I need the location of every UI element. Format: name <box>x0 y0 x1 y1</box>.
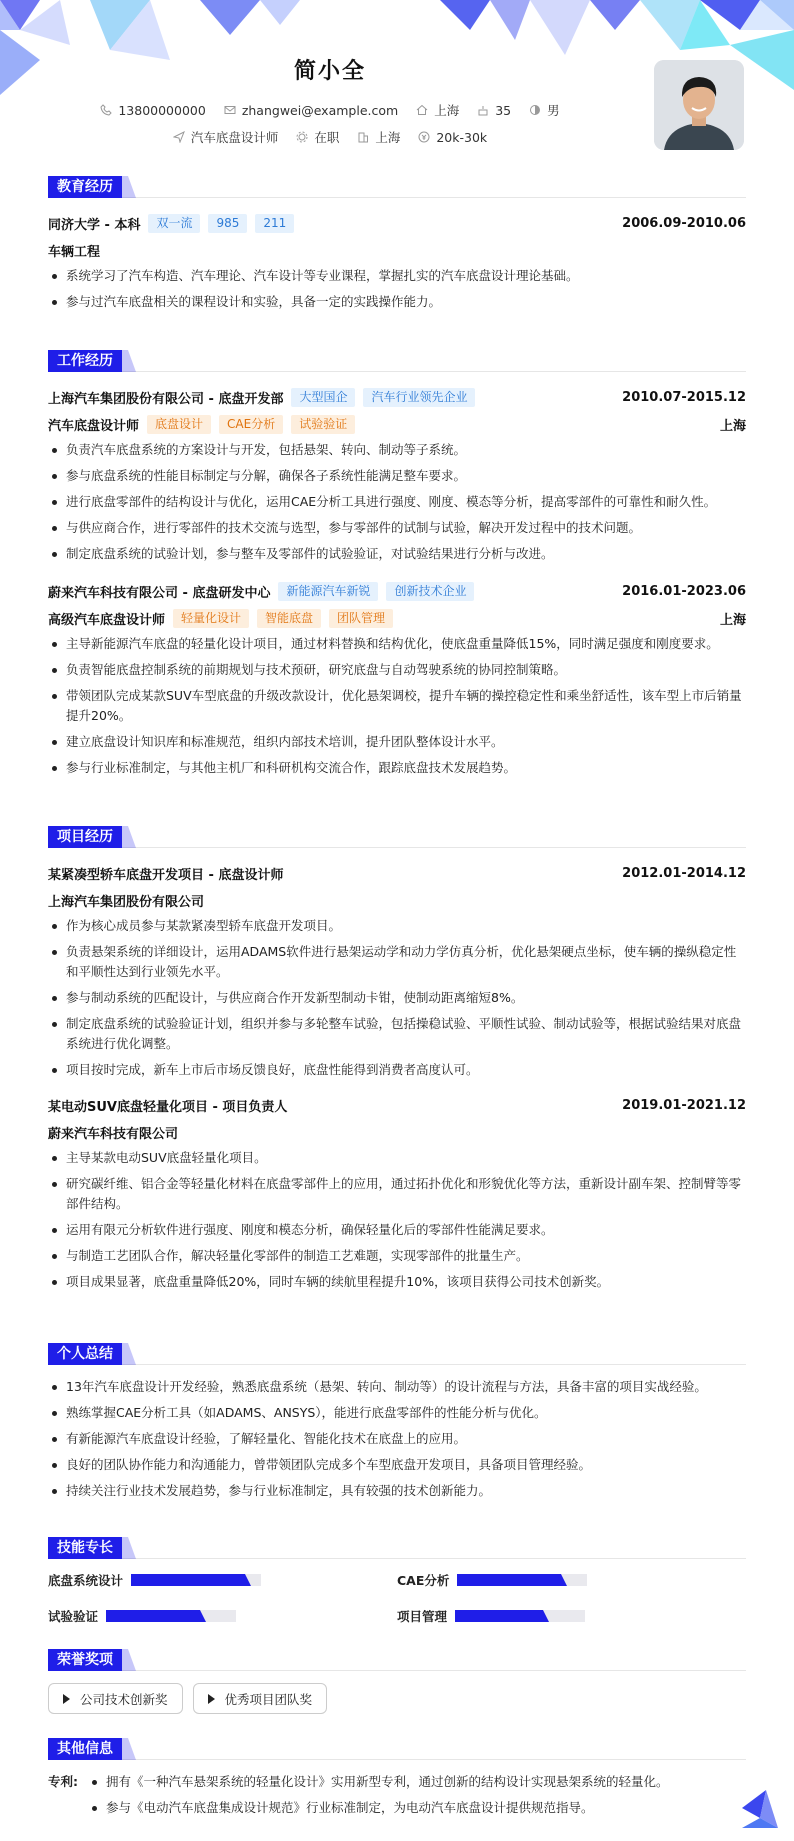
work-bullets <box>48 440 746 564</box>
work-company-row <box>48 384 746 411</box>
phone-icon <box>100 104 112 116</box>
skills-grid <box>48 1571 746 1625</box>
work-location: 上海 <box>719 613 746 628</box>
education-section <box>48 176 746 318</box>
status-text: 在职 <box>314 130 340 145</box>
skill-fill <box>131 1574 245 1586</box>
list-item: 制定底盘系统的试验验证计划，组织并参与多轮整车试验，包括操稳试验、平顺性试验、制动试验等，根据试验结果对底盘系统进行优化调整。 <box>48 1014 746 1054</box>
list-item: 负责智能底盘控制系统的前期规划与技术预研，研究底盘与自动驾驶系统的协同控制策略。 <box>48 660 746 680</box>
list-item: 项目成果显著，底盘重量降低20%，同时车辆的续航里程提升10%，该项目获得公司技术创新奖。 <box>48 1272 746 1292</box>
patent-label: 专利: <box>48 1774 78 1789</box>
work-date: 2016.01-2023.06 <box>622 584 746 599</box>
major: 车辆工程 <box>48 245 101 260</box>
age-info <box>477 103 511 118</box>
gender-icon <box>529 104 541 116</box>
school-tag: 双一流 <box>148 214 200 233</box>
skill-tag: 智能底盘 <box>257 609 321 628</box>
work-company-row <box>48 578 746 605</box>
skill-fill <box>106 1610 200 1622</box>
work-title-row <box>48 605 746 632</box>
avatar <box>654 60 744 150</box>
awards-header <box>48 1649 746 1671</box>
list-item: 良好的团队协作能力和沟通能力，曾带领团队完成多个车型底盘开发项目，具备项目管理经验。 <box>48 1455 746 1475</box>
cake-icon <box>477 104 489 116</box>
skills-title: 技能专长 <box>48 1537 122 1559</box>
city-info <box>416 101 459 119</box>
company-name: 上海汽车集团股份有限公司 - 底盘开发部 <box>48 392 284 407</box>
list-item: 参与过汽车底盘相关的课程设计和实验，具备一定的实践操作能力。 <box>48 292 746 312</box>
patent-block <box>48 1772 746 1824</box>
project-org-row <box>48 887 746 914</box>
patent-list <box>88 1772 669 1824</box>
project-bullets <box>48 1148 746 1292</box>
resume-header <box>0 0 794 170</box>
major-row <box>48 237 746 264</box>
school-tag: 211 <box>255 214 294 233</box>
other-header <box>48 1738 746 1760</box>
list-item: 作为核心成员参与某款紧凑型轿车底盘开发项目。 <box>48 916 746 936</box>
company-tag: 创新技术企业 <box>386 582 474 601</box>
list-item: 制定底盘系统的试验计划，参与整车及零部件的试验验证，对试验结果进行分析与改进。 <box>48 544 746 564</box>
award-chip <box>48 1683 183 1714</box>
corner-logo-icon <box>740 1788 780 1832</box>
job-title: 高级汽车底盘设计师 <box>48 613 166 628</box>
skill-fill <box>457 1574 561 1586</box>
company-name: 蔚来汽车科技有限公司 - 底盘研发中心 <box>48 586 271 601</box>
work-date: 2010.07-2015.12 <box>622 390 746 405</box>
skill-tag: 试验验证 <box>291 415 355 434</box>
skill-bar <box>457 1574 587 1586</box>
work-bullets <box>48 634 746 778</box>
job-title: 汽车底盘设计师 <box>48 419 140 434</box>
skill-item <box>397 1607 746 1625</box>
list-item: 项目按时完成，新车上市后市场反馈良好，底盘性能得到消费者高度认可。 <box>48 1060 746 1080</box>
age-text: 35 <box>495 102 512 118</box>
other-title: 其他信息 <box>48 1738 122 1760</box>
skill-item <box>48 1571 397 1589</box>
project-org-row <box>48 1119 746 1146</box>
list-item: 有新能源汽车底盘设计经验，了解轻量化、智能化技术在底盘上的应用。 <box>48 1429 746 1449</box>
contact-row <box>0 101 660 119</box>
status-info <box>296 128 339 146</box>
project-date: 2019.01-2021.12 <box>622 1098 746 1113</box>
skill-bar <box>106 1610 236 1622</box>
work-location: 上海 <box>719 419 746 434</box>
list-item: 研究碳纤维、铝合金等轻量化材料在底盘零部件上的应用，通过拓扑优化和形貌优化等方法，重新设计副车架、控制臂等零部件结构。 <box>48 1174 746 1214</box>
list-item: 参与底盘系统的性能目标制定与分解，确保各子系统性能满足整车要求。 <box>48 466 746 486</box>
awards-title: 荣誉奖项 <box>48 1649 122 1671</box>
summary-bullets <box>48 1377 746 1501</box>
work-header <box>48 350 746 372</box>
project-name: 某电动SUV底盘轻量化项目 - 项目负责人 <box>48 1100 288 1115</box>
send-icon <box>173 131 185 143</box>
gender-text: 男 <box>547 103 560 118</box>
skill-tag: CAE分析 <box>219 415 283 434</box>
position-text: 汽车底盘设计师 <box>190 130 279 145</box>
project-row <box>48 860 746 887</box>
list-item: 参与制动系统的匹配设计，与供应商合作开发新型制动卡钳，使制动距离缩短8%。 <box>48 988 746 1008</box>
list-item: 与供应商合作，进行零部件的技术交流与选型，参与零部件的试制与试验，解决开发过程中的技术问题。 <box>48 518 746 538</box>
profile-photo <box>654 60 744 150</box>
school-tag: 985 <box>208 214 247 233</box>
candidate-name: 简小全 <box>293 59 366 84</box>
email-info <box>224 103 398 118</box>
list-item: 系统学习了汽车构造、汽车理论、汽车设计等专业课程，掌握扎实的汽车底盘设计理论基础。 <box>48 266 746 286</box>
other-section <box>48 1738 746 1824</box>
company-tag: 大型国企 <box>291 388 355 407</box>
list-item: 与制造工艺团队合作，解决轻量化零部件的制造工艺难题，实现零部件的批量生产。 <box>48 1246 746 1266</box>
education-bullets <box>48 266 746 312</box>
target-city-info <box>357 128 400 146</box>
list-item: 进行底盘零部件的结构设计与优化，运用CAE分析工具进行强度、刚度、模态等分析，提高零部件的可靠性和耐久性。 <box>48 492 746 512</box>
project-org: 上海汽车集团股份有限公司 <box>48 895 205 910</box>
work-section <box>48 350 746 784</box>
list-item: 建立底盘设计知识库和标准规范，组织内部技术培训，提升团队整体设计水平。 <box>48 732 746 752</box>
project-bullets <box>48 916 746 1080</box>
target-city-text: 上海 <box>375 130 401 145</box>
email-text: zhangwei@example.com <box>241 102 399 118</box>
company-tag: 汽车行业领先企业 <box>363 388 475 407</box>
project-title: 项目经历 <box>48 826 122 848</box>
list-item: 拥有《一种汽车悬架系统的轻量化设计》实用新型专利，通过创新的结构设计实现悬架系统的轻量化。 <box>88 1772 669 1792</box>
position-info <box>173 128 279 146</box>
education-row <box>48 210 746 237</box>
list-item: 主导某款电动SUV底盘轻量化项目。 <box>48 1148 746 1168</box>
home-icon <box>416 104 428 116</box>
skills-section <box>48 1537 746 1625</box>
list-item: 持续关注行业技术发展趋势，参与行业标准制定，具有较强的技术创新能力。 <box>48 1481 746 1501</box>
award-chip <box>193 1683 328 1714</box>
skill-name: 试验验证 <box>48 1609 99 1624</box>
skill-tag: 底盘设计 <box>147 415 211 434</box>
skill-item <box>397 1571 746 1589</box>
status-icon <box>296 131 308 143</box>
work-title-row <box>48 411 746 438</box>
skill-item <box>48 1607 397 1625</box>
list-item: 带领团队完成某款SUV车型底盘的升级改款设计，优化悬架调校，提升车辆的操控稳定性和乘坐舒适性，该车型上市后销量提升20%。 <box>48 686 746 726</box>
school-name: 同济大学 - 本科 <box>48 218 141 233</box>
job-row <box>0 128 660 146</box>
skill-tag: 团队管理 <box>329 609 393 628</box>
money-icon <box>418 131 430 143</box>
list-item: 负责汽车底盘系统的方案设计与开发，包括悬架、转向、制动等子系统。 <box>48 440 746 460</box>
list-item: 负责悬架系统的详细设计，运用ADAMS软件进行悬架运动学和动力学仿真分析，优化悬架硬点坐标，使车辆的操纵稳定性和平顺性达到行业领先水平。 <box>48 942 746 982</box>
list-item: 运用有限元分析软件进行强度、刚度和模态分析，确保轻量化后的零部件性能满足要求。 <box>48 1220 746 1240</box>
triangle-icon <box>208 1694 215 1704</box>
award-label: 公司技术创新奖 <box>80 1691 168 1707</box>
skill-name: 底盘系统设计 <box>48 1573 124 1588</box>
list-item: 熟练掌握CAE分析工具（如ADAMS、ANSYS），能进行底盘零部件的性能分析与优化。 <box>48 1403 746 1423</box>
salary-info <box>418 130 487 145</box>
list-item: 参与行业标准制定，与其他主机厂和科研机构交流合作，跟踪底盘技术发展趋势。 <box>48 758 746 778</box>
triangle-icon <box>63 1694 70 1704</box>
company-tag: 新能源汽车新锐 <box>278 582 378 601</box>
list-item: 13年汽车底盘设计开发经验，熟悉底盘系统（悬架、转向、制动等）的设计流程与方法，具备丰富的项目实战经验。 <box>48 1377 746 1397</box>
education-date: 2006.09-2010.06 <box>622 216 746 231</box>
summary-section <box>48 1343 746 1507</box>
phone-text: 13800000000 <box>118 102 206 118</box>
skill-tag: 轻量化设计 <box>173 609 249 628</box>
project-name: 某紧凑型轿车底盘开发项目 - 底盘设计师 <box>48 868 284 883</box>
project-header <box>48 826 746 848</box>
skill-name: CAE分析 <box>397 1573 450 1588</box>
awards-section <box>48 1649 746 1714</box>
project-row <box>48 1092 746 1119</box>
list-item: 主导新能源汽车底盘的轻量化设计项目，通过材料替换和结构优化，使底盘重量降低15%，同时满足强度和刚度要求。 <box>48 634 746 654</box>
skill-bar <box>131 1574 261 1586</box>
gender-info <box>529 101 560 119</box>
skill-fill <box>455 1610 543 1622</box>
skill-bar <box>455 1610 585 1622</box>
list-item: 参与《电动汽车底盘集成设计规范》行业标准制定，为电动汽车底盘设计提供规范指导。 <box>88 1798 669 1818</box>
skills-header <box>48 1537 746 1559</box>
education-header <box>48 176 746 198</box>
city-text: 上海 <box>434 103 460 118</box>
awards-list <box>48 1683 746 1714</box>
award-label: 优秀项目团队奖 <box>224 1691 313 1707</box>
salary-text: 20k-30k <box>436 129 488 145</box>
summary-title: 个人总结 <box>48 1343 122 1365</box>
project-org: 蔚来汽车科技有限公司 <box>48 1127 179 1142</box>
summary-header <box>48 1343 746 1365</box>
building-icon <box>357 131 369 143</box>
skill-name: 项目管理 <box>397 1609 448 1624</box>
mail-icon <box>224 104 236 116</box>
work-title: 工作经历 <box>48 350 122 372</box>
project-section <box>48 826 746 1298</box>
phone-info <box>100 103 205 118</box>
education-title: 教育经历 <box>48 176 122 198</box>
project-date: 2012.01-2014.12 <box>622 866 746 881</box>
